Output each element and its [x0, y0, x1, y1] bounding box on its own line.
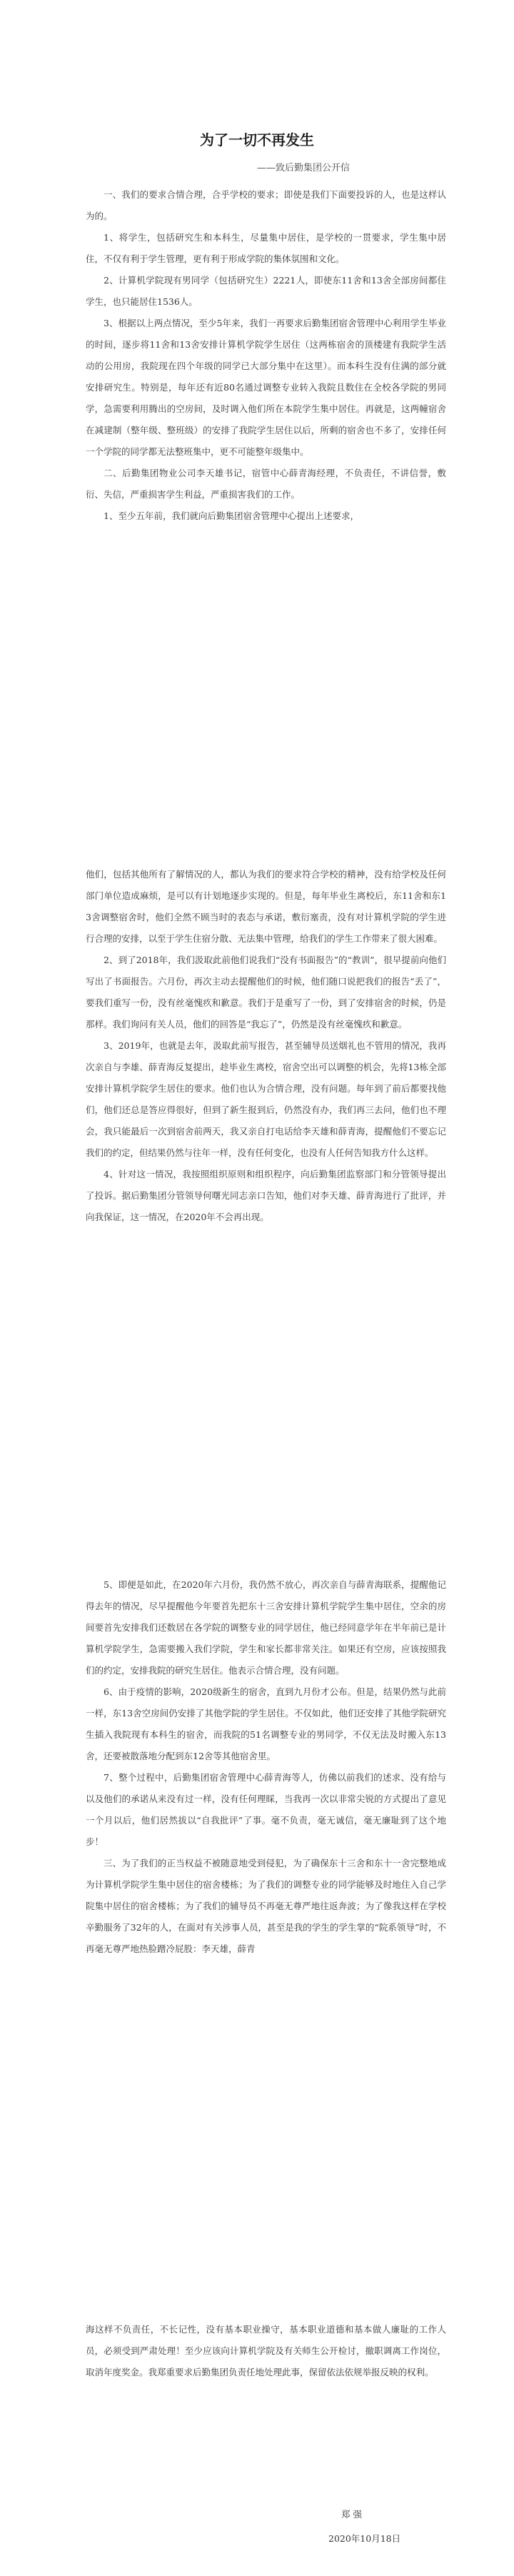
paragraph: 4、针对这一情况，我按照组织原则和组织程序，向后勤集团监察部门和分管领导提出了投诉。据后勤集团分管领导何曙光同志亲口告知，他们对李天雄、薛青海进行了批评，并向我保证，这一情况，在2020年不会再出现。: [86, 1169, 446, 1222]
paragraph: 一、我们的要求合情合理，合乎学校的要求；即使是我们下面要投诉的人，也是这样认为的。: [86, 189, 446, 221]
paragraph: 2、计算机学院现有男同学（包括研究生）2221人，即使东11舍和13舍全部房间都住学生，也只能居住1536人。: [86, 275, 446, 307]
paragraph: 3、根据以上两点情况，至少5年来，我们一再要求后勤集团宿舍管理中心利用学生毕业的时间，逐步将11舍和13舍安排计算机学院学生居住（这两栋宿舍的顶楼建有我院学生活动的公用房，我院现在四个年级的同学已大部分集中在这里）。而本科生没有住满的部分就安排研究生。特别是，每年还有近80名通过调整专业转入我院且数住在全校各学院的男同学，急需要利用腾出的空房间，及时调入他们所在本院学生集中居住。再就是，这两幢宿舍在减建制（整年级、整班级）的安排了我院学生居住以后，所剩的宿舍也不多了，安排任何一个学院的同学都无法整班集中，更不可能整年级集中。: [86, 318, 446, 457]
section-one: [86, 184, 446, 527]
paragraph: 二、后勤集团物业公司李天雄书记，宿管中心薛青海经理，不负责任，不讲信誉，敷衍、失信，严重损害学生利益，严重损害我们的工作。: [86, 468, 446, 500]
closing-section: [86, 2319, 446, 2383]
paragraph: 他们，包括其他所有了解情况的人，都认为我们的要求符合学校的精神，没有给学校及任何部门单位造成麻烦，是可以有计划地逐步实现的。但是，每年毕业生离校后，东11舍和东13舍调整宿舍时，他们全然不顾当时的表态与承诺，敷衍塞责，没有对计算机学院的学生进行合理的安排，以至于学生住宿分散、无法集中管理，给我们的学生工作带来了很大困难。: [86, 869, 446, 944]
paragraph: 三、为了我们的正当权益不被随意地受到侵犯，为了确保东十三舍和东十一舍完整地成为计算机学院学生集中居住的宿舍楼栋；为了我们的调整专业的同学能够及时地住入自己学院集中居住的宿舍楼栋；为了我们的辅导员不再毫无尊严地往返奔波；为了像我这样在学校辛勤服务了32年的人，在面对有关涉事人员，甚至是我的学生的学生掌的“院系领导”时，不再毫无尊严地热脸蹭冷屁股：李天雄，薛青: [86, 1858, 446, 1954]
paragraph: 2、到了2018年，我们汲取此前他们说我们“没有书面报告”的“教训”，很早提前向他们写出了书面报告。六月份，再次主动去提醒他们的时候，他们随口说把我们的报告“丢了”，要我们重写一份，没有丝毫愧疚和歉意。我们于是重写了一份，到了安排宿舍的时候，仍是那样。我们询问有关人员，他们的回答是“我忘了”，仍然是没有丝毫愧疚和歉意。: [86, 955, 446, 1030]
paragraph: 6、由于疫情的影响，2020级新生的宿舍，直到九月份才公布。但是，结果仍然与此前一样，东13舍空房间仍安排了其他学院的学生居住。不仅如此，他们还安排了其他学院研究生插入我院现有本科生的宿舍，而我院的51名调整专业的男同学，不仅无法及时搬入东13舍，还要被散落地分配到东12舍等其他宿舍里。: [86, 1686, 446, 1761]
section-two-later: [86, 1574, 446, 1960]
letter-date: 2020年10月18日: [328, 2533, 401, 2544]
paragraph: 海这样不负责任，不长记性，没有基本职业操守，基本职业道德和基本做人廉耻的工作人员，必须受到严肃处理！至少应该向计算机学院及有关师生公开检讨，撤职调离工作岗位，取消年度奖金。我郑重要求后勤集团负责任地处理此事，保留依法依规举报反映的权利。: [86, 2324, 446, 2378]
paragraph: 5、即便是如此，在2020年六月份，我仍然不放心，再次亲自与薛青海联系，提醒他记得去年的情况，尽早提醒他今年要首先把东十三舍安排计算机学院学生集中居住，空余的房间要首先安排我们还数居在各学院的调整专业的同学居住，他已经同意学年在半年前已是计算机学院学生，急需要搬入我们学院，学生和家长都非常关注。如果还有空房，应该按照我们的约定，安排我院的研究生居住。他表示合情合理，没有问题。: [86, 1579, 446, 1676]
signature: 郑 强: [341, 2509, 362, 2520]
paragraph: 1、将学生，包括研究生和本科生，尽量集中居住，是学校的一贯要求，学生集中居住，不仅有利于学生管理，更有利于形成学院的集体氛围和文化。: [86, 232, 446, 264]
letter-subtitle: ——致后勤集团公开信: [257, 163, 351, 173]
section-two-continued: [86, 864, 446, 1228]
paragraph: 3、2019年，也就是去年，汲取此前写报告，甚至辅导员送烟礼也不管用的情况，我再次亲自与李雄、薛青海反复提出，趁毕业生离校，宿舍空出可以调整的机会，先将13栋全部安排计算机学院学生居住的要求。他们也认为合情合理，没有问题。每年到了前后都要找他们，他们还总是答应得很好，但到了新生报到后，仍然没有办，我们再三去问，他们也不理会，我只能最后一次到宿舍前两天，我又亲自打电话给李天雄和薛青海，提醒他们不要忘记我们的约定，但结果仍然与往年一样，没有任何变化，也没有人任何告知我方什么这样。: [86, 1040, 446, 1158]
paragraph: 1、至少五年前，我们就向后勤集团宿舍管理中心提出上述要求，: [104, 510, 359, 521]
letter-title: 为了一切不再发生: [200, 131, 314, 149]
paragraph: 7、整个过程中，后勤集团宿舍管理中心薛青海等人，仿佛以前我们的述求、没有给与以及他们的承诺从来没有过一样，没有任何理睬，当我再一次以非常尖锐的方式提出了意见一个月以后，他们居然拔以“自我批评”了事。毫不负责，毫无诚信，毫无廉耻到了这个地步！: [86, 1772, 446, 1847]
